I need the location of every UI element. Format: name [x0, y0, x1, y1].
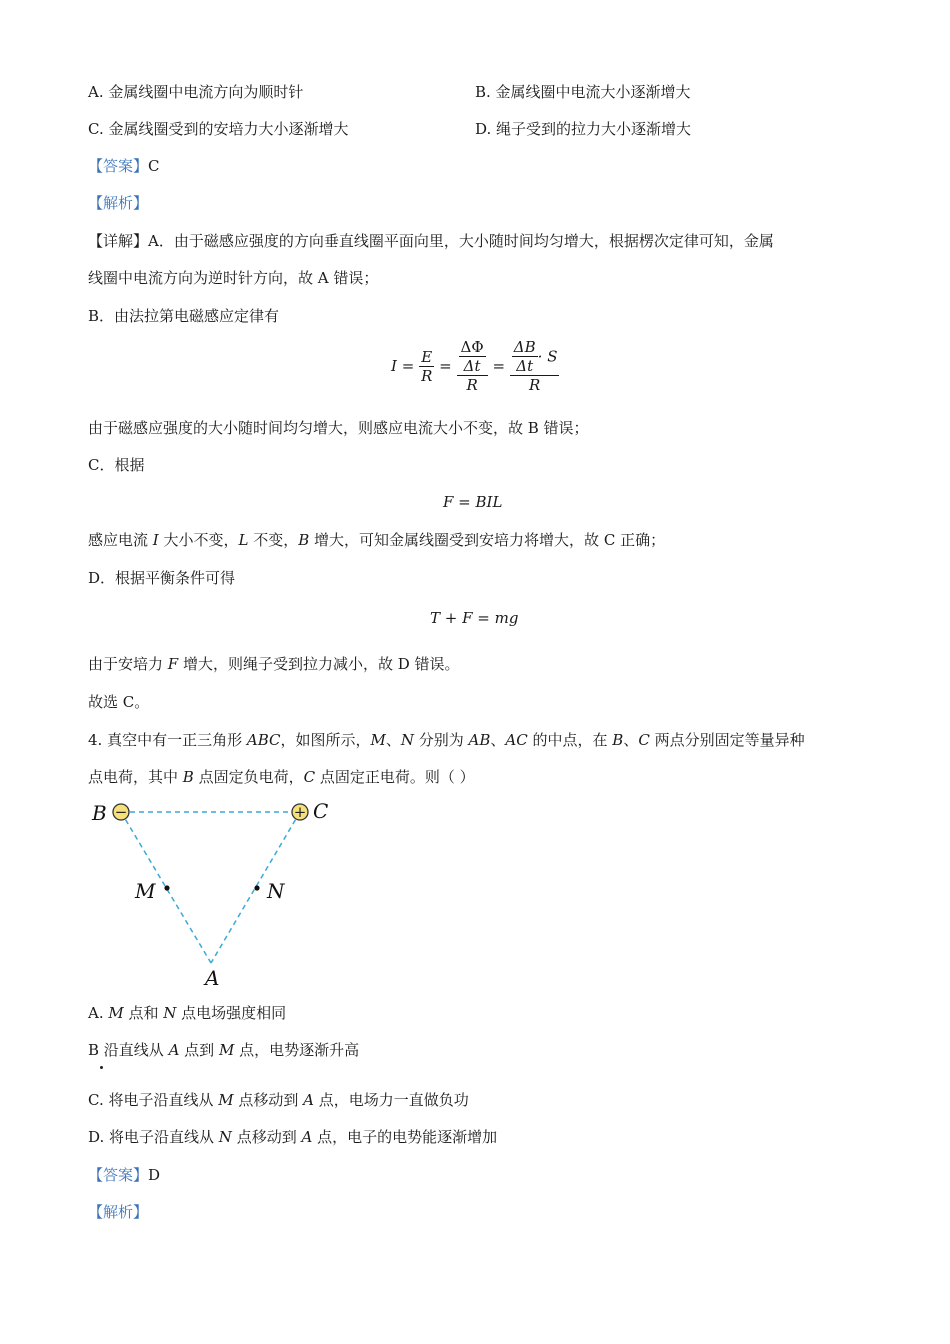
text: 、 [623, 731, 639, 749]
var: B [182, 768, 194, 786]
text: 点，电场力一直做负功 [314, 1091, 469, 1109]
text: 由于安培力 [88, 655, 168, 673]
equals-sign-3: = [492, 357, 506, 375]
text: ，如图所示， [280, 731, 371, 749]
q4-answer-line [88, 1165, 160, 1185]
q3-answer-line [88, 156, 160, 176]
stray-dot [100, 1066, 103, 1069]
text: 分别为 [414, 731, 469, 749]
text: A. [88, 1004, 109, 1022]
var: ABC [246, 731, 281, 749]
factor-s: · S [537, 347, 558, 366]
label-c: C [313, 799, 329, 823]
db-over-dt [512, 338, 538, 375]
var: M [370, 731, 386, 749]
inner-fraction-dphi-dt [457, 338, 488, 376]
detail-line-2: 线圈中电流方向为逆时针方向，故 A 错误； [88, 269, 379, 287]
var: N [400, 731, 414, 749]
q4-analysis-tag: 【解析】 [88, 1203, 149, 1221]
fraction-dphi [457, 338, 488, 394]
equals-sign-2: = [439, 357, 452, 375]
text: 增大，可知金属线圈受到安培力将增大，故 C 正确； [309, 531, 666, 549]
answer-tag: 【答案】 [88, 157, 149, 175]
text: 点到 [179, 1041, 219, 1059]
var: F [167, 655, 179, 673]
point-n [254, 885, 259, 890]
var: B [298, 531, 310, 549]
text: 感应电流 [88, 531, 153, 549]
q4-option-c [88, 1090, 469, 1110]
formula-t-mg: T + F = mg [430, 609, 519, 627]
var: C [638, 731, 650, 749]
b-intro: B．由法拉第电磁感应定律有 [88, 307, 280, 325]
triangle-figure [85, 795, 345, 995]
denominator-r-2: R [466, 376, 478, 394]
denominator-dt-1: Δt [463, 357, 481, 375]
var: A [303, 1091, 314, 1109]
text: 点和 [123, 1004, 164, 1022]
formula-i-lhs: I [391, 357, 397, 375]
d-conclusion [88, 654, 460, 674]
text: 不变， [248, 531, 299, 549]
formula-i [391, 338, 559, 394]
var: AC [505, 731, 528, 749]
var: M [218, 1041, 235, 1059]
dphi-over-dt [459, 338, 486, 375]
label-b: B [92, 801, 107, 825]
denominator-dt-2: Δt [516, 357, 534, 375]
q3-option-c: C. 金属线圈受到的安培力大小逐渐增大 [88, 120, 349, 138]
answer-tag: 【答案】 [88, 1166, 149, 1184]
var: M [218, 1091, 234, 1109]
q4-stem-line-1 [88, 730, 805, 750]
q4-stem-line-2 [88, 767, 475, 787]
numerator-e: E [419, 348, 434, 367]
var: M [108, 1004, 124, 1022]
numerator-db: ΔB [513, 338, 536, 356]
q4-option-a [88, 1003, 286, 1023]
text: D. 将电子沿直线从 [88, 1128, 219, 1146]
text: 4. 真空中有一正三角形 [88, 731, 247, 749]
q3-option-d: D. 绳子受到的拉力大小逐渐增大 [475, 120, 692, 138]
text: 的中点，在 [527, 731, 613, 749]
numerator-dphi: ΔΦ [460, 338, 484, 356]
var: A [301, 1128, 313, 1146]
equals-sign-1: = [401, 357, 415, 375]
text: 点移动到 [231, 1128, 302, 1146]
formula-f-bil: F = BIL [443, 493, 503, 511]
detail-text-1: A．由于磁感应强度的方向垂直线圈平面向里，大小随时间均匀增大，根据楞次定律可知，金属 [148, 232, 774, 250]
denominator-r-3: R [528, 376, 541, 394]
var: L [238, 531, 249, 549]
denominator-r-1: R [421, 366, 433, 385]
var: I [152, 531, 159, 549]
var: N [163, 1004, 177, 1022]
analysis-tag: 【解析】 [88, 194, 149, 212]
text: 点，电势逐渐升高 [234, 1041, 360, 1059]
text: 点电荷，其中 [88, 768, 183, 786]
text: 、 [490, 731, 506, 749]
negative-sign: − [114, 803, 128, 821]
text: B 沿直线从 [88, 1041, 169, 1059]
final-choice: 故选 C。 [88, 693, 150, 711]
fraction-db [510, 338, 560, 394]
b-conclusion: 由于磁感应强度的大小随时间均匀增大，则感应电流大小不变，故 B 错误； [88, 419, 589, 437]
d-intro: D．根据平衡条件可得 [88, 569, 236, 587]
label-n: N [267, 879, 285, 903]
var: B [612, 731, 624, 749]
detail-tag: 【详解】 [88, 232, 149, 250]
text: C. 将电子沿直线从 [88, 1091, 219, 1109]
answer-value: C [148, 157, 160, 175]
var: A [168, 1041, 180, 1059]
label-a: A [205, 966, 220, 990]
inner-fraction-db-dt [510, 338, 560, 376]
var: N [218, 1128, 232, 1146]
positive-sign: + [293, 803, 307, 821]
text: 点，电子的电势能逐渐增加 [312, 1128, 498, 1146]
text: 增大，则绳子受到拉力减小，故 D 错误。 [178, 655, 460, 673]
var: AB [468, 731, 491, 749]
var: C [303, 768, 316, 786]
point-m [164, 885, 169, 890]
text: 大小不变， [158, 531, 239, 549]
label-m: M [135, 879, 156, 903]
text: 点固定正电荷。则（ ） [315, 768, 475, 786]
fraction-e-over-r [419, 348, 434, 385]
q4-option-d [88, 1127, 497, 1147]
c-intro: C．根据 [88, 456, 145, 474]
detail-line-1 [88, 231, 774, 251]
q4-option-b [88, 1040, 359, 1060]
answer-value: D [148, 1166, 161, 1184]
text: 点电场强度相同 [176, 1004, 287, 1022]
text: 两点分别固定等量异种 [649, 731, 805, 749]
text: 、 [385, 731, 401, 749]
text: 点移动到 [233, 1091, 304, 1109]
q3-option-a: A. 金属线圈中电流方向为顺时针 [88, 83, 304, 101]
c-conclusion [88, 530, 665, 550]
text: 点固定负电荷， [193, 768, 304, 786]
q3-option-b: B. 金属线圈中电流大小逐渐增大 [475, 83, 691, 101]
